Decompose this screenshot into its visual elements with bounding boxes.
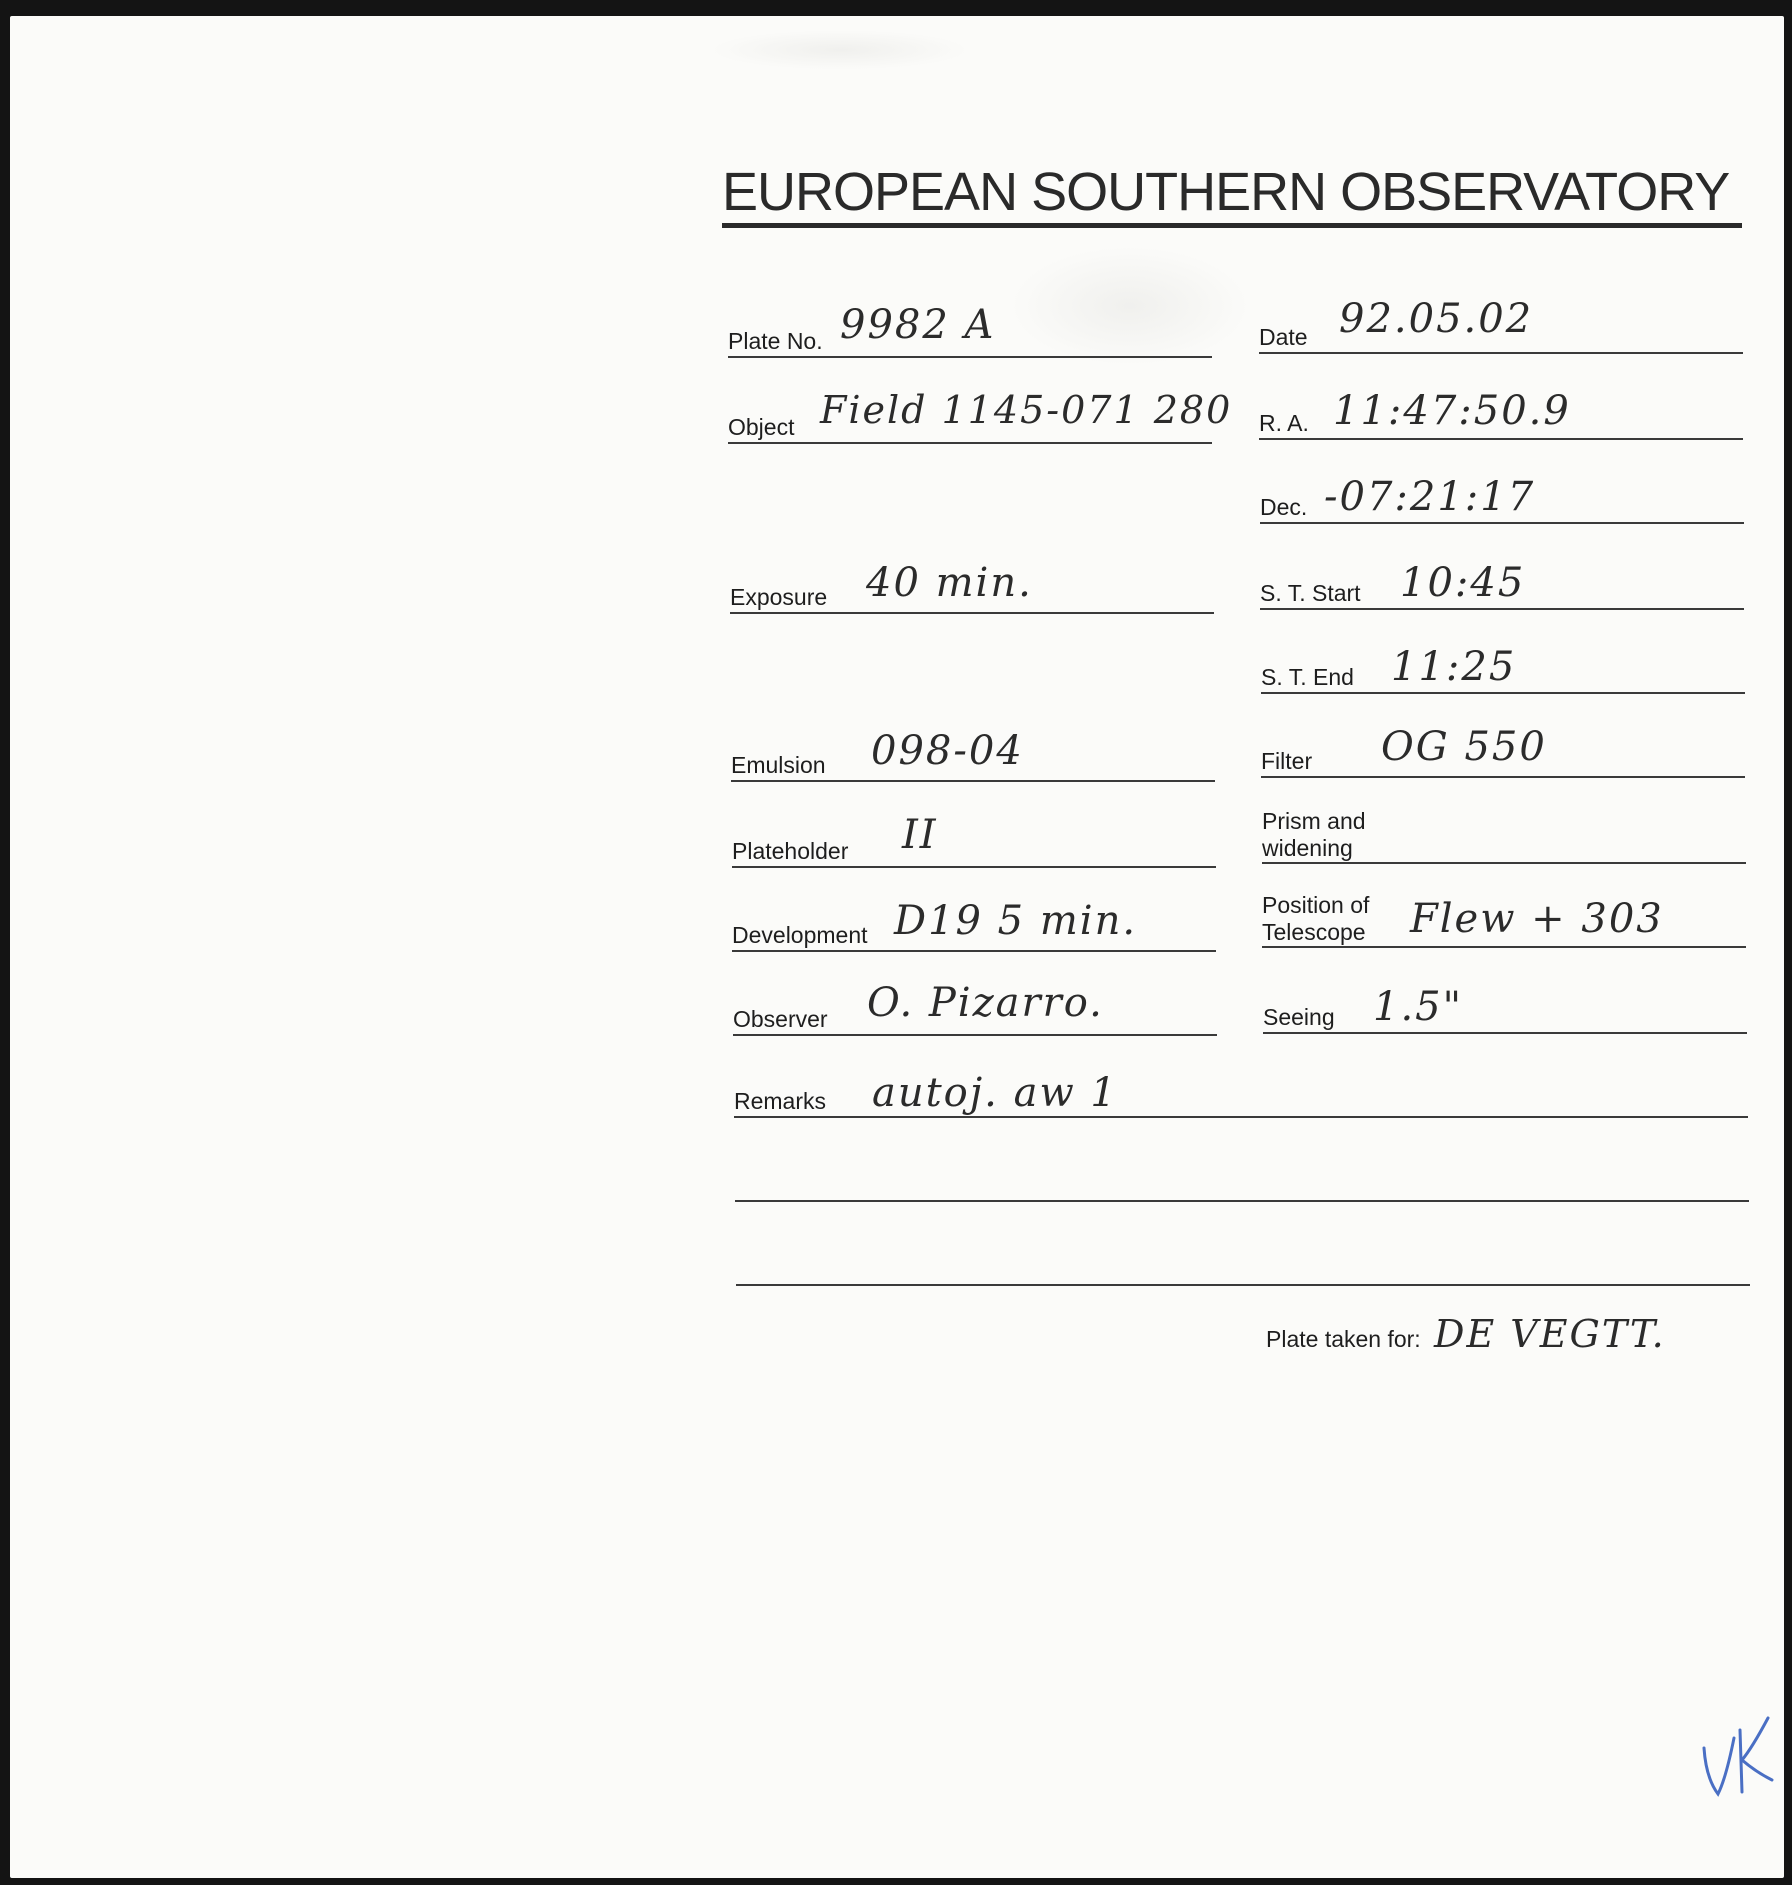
position-label-line1: Position of xyxy=(1262,892,1370,918)
prism-field xyxy=(1262,794,1746,864)
plateholder-value: II xyxy=(902,812,938,858)
date-value: 92.05.02 xyxy=(1339,296,1534,342)
plate-taken-for-field xyxy=(1266,1300,1726,1360)
position-label-line2: Telescope xyxy=(1262,919,1366,945)
st-start-field xyxy=(1260,542,1744,610)
object-field xyxy=(728,376,1233,444)
exposure-field xyxy=(730,546,1214,614)
plate-taken-for-value: DE VEGTT. xyxy=(1434,1312,1666,1356)
handwritten-initials-mark xyxy=(1696,1708,1776,1798)
plateholder-label: Plateholder xyxy=(732,838,849,864)
development-value: D19 5 min. xyxy=(894,898,1138,944)
object-label: Object xyxy=(728,414,795,440)
seeing-field xyxy=(1263,966,1747,1034)
remarks-label: Remarks xyxy=(734,1088,827,1114)
st-end-field xyxy=(1261,626,1745,694)
seeing-value: 1.5" xyxy=(1373,984,1464,1030)
plate-no-field xyxy=(728,288,1212,358)
filter-label: Filter xyxy=(1261,748,1313,774)
paper-stain xyxy=(710,30,970,70)
prism-label-line1: Prism and xyxy=(1262,808,1366,834)
ra-value: 11:47:50.9 xyxy=(1333,388,1571,434)
ra-label: R. A. xyxy=(1259,410,1309,436)
plate-no-value: 9982 A xyxy=(840,302,996,348)
field-rule xyxy=(1261,776,1745,778)
emulsion-value: 098-04 xyxy=(871,728,1024,774)
exposure-value: 40 min. xyxy=(866,560,1033,606)
exposure-label: Exposure xyxy=(730,584,828,610)
field-rule xyxy=(1259,352,1743,354)
remarks-blank-line xyxy=(735,1134,1749,1202)
field-rule xyxy=(1261,692,1745,694)
plate-no-label: Plate No. xyxy=(728,328,823,354)
filter-value: OG 550 xyxy=(1381,724,1547,770)
plate-taken-for-label: Plate taken for: xyxy=(1266,1326,1421,1352)
field-rule xyxy=(736,1284,1750,1286)
field-rule xyxy=(1262,946,1746,948)
dec-label: Dec. xyxy=(1260,494,1308,520)
field-rule xyxy=(734,1116,1748,1118)
form-sheet xyxy=(10,16,1784,1878)
seeing-label: Seeing xyxy=(1263,1004,1335,1030)
field-rule xyxy=(735,1200,1749,1202)
prism-label-line2: widening xyxy=(1262,835,1353,861)
position-field xyxy=(1262,878,1746,948)
observer-value: O. Pizarro. xyxy=(867,980,1104,1026)
observer-label: Observer xyxy=(733,1006,828,1032)
st-start-label: S. T. Start xyxy=(1260,580,1361,606)
field-rule xyxy=(732,866,1216,868)
development-field xyxy=(732,884,1216,952)
plateholder-field xyxy=(732,800,1216,868)
ra-field xyxy=(1259,372,1743,440)
observer-field xyxy=(733,968,1217,1036)
field-rule xyxy=(1262,862,1746,864)
remarks-field xyxy=(734,1050,1748,1118)
remarks-value: autoj. aw 1 xyxy=(872,1070,1118,1116)
title-underline xyxy=(722,223,1742,228)
st-start-value: 10:45 xyxy=(1400,560,1526,606)
position-value: Flew + 303 xyxy=(1410,896,1664,942)
st-end-value: 11:25 xyxy=(1391,644,1517,690)
field-rule xyxy=(1263,1032,1747,1034)
date-field xyxy=(1259,288,1743,354)
object-value: Field 1145-071 280 xyxy=(820,388,1233,432)
emulsion-field xyxy=(731,714,1215,782)
dec-value: -07:21:17 xyxy=(1324,474,1536,520)
field-rule xyxy=(1260,522,1744,524)
dec-field xyxy=(1260,456,1744,524)
field-rule xyxy=(730,612,1214,614)
field-rule xyxy=(1260,608,1744,610)
emulsion-label: Emulsion xyxy=(731,752,826,778)
filter-field xyxy=(1261,710,1745,778)
field-rule xyxy=(1259,438,1743,440)
remarks-blank-line xyxy=(736,1218,1750,1286)
field-rule xyxy=(732,950,1216,952)
field-rule xyxy=(728,442,1212,444)
field-rule xyxy=(728,356,1212,358)
development-label: Development xyxy=(732,922,868,948)
st-end-label: S. T. End xyxy=(1261,664,1354,690)
page-title: EUROPEAN SOUTHERN OBSERVATORY xyxy=(722,162,1730,222)
field-rule xyxy=(733,1034,1217,1036)
date-label: Date xyxy=(1259,324,1308,350)
field-rule xyxy=(731,780,1215,782)
